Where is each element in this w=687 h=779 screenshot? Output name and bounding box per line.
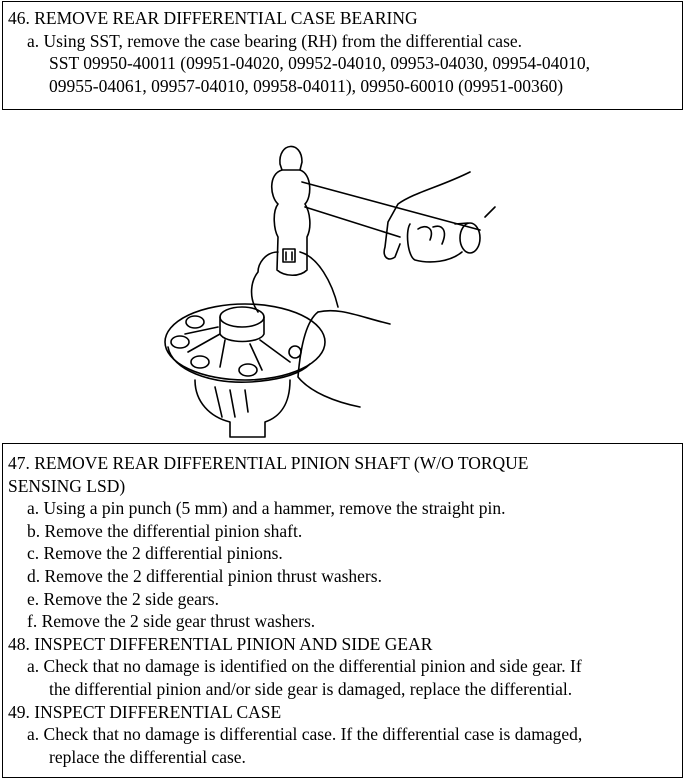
sst-line-2: 09955-04061, 09957-04010, 09958-04011), 09950-60010 (09951-00360) (49, 75, 564, 96)
hammer-pin-punch-illustration (150, 112, 500, 442)
step-48-a-line-1: a. Check that no damage is identified on the differential pinion and side gear. If (27, 656, 582, 677)
step-46-title: 46. REMOVE REAR DIFFERENTIAL CASE BEARING (8, 8, 418, 28)
step-49-a-line-2: replace the differential case. (49, 746, 246, 767)
step-47-item: c. Remove the 2 differential pinions. (27, 543, 283, 564)
step-47-item: e. Remove the 2 side gears. (27, 588, 219, 609)
step-47-title-line-1: 47. REMOVE REAR DIFFERENTIAL PINION SHAFT (W/O TORQUE (8, 453, 529, 473)
steps-47-49-box (2, 443, 683, 778)
step-48-title: 48. INSPECT DIFFERENTIAL PINION AND SIDE GEAR (8, 633, 433, 654)
step-48-a-line-2: the differential pinion and/or side gear is damaged, replace the differential. (49, 678, 573, 699)
step-46-a: a. Using SST, remove the case bearing (RH) from the differential case. (27, 30, 523, 51)
step-49-title: 49. INSPECT DIFFERENTIAL CASE (8, 701, 282, 722)
step-47-item: b. Remove the differential pinion shaft. (27, 520, 303, 541)
step-47-item: a. Using a pin punch (5 mm) and a hammer, remove the straight pin. (27, 498, 506, 519)
step-47-item: d. Remove the 2 differential pinion thrust washers. (27, 565, 382, 586)
sst-line-1: SST 09950-40011 (09951-04020, 09952-04010, 09953-04030, 09954-04010, (49, 53, 591, 74)
step-46-box (2, 1, 683, 110)
step-49-a-line-1: a. Check that no damage is differential case. If the differential case is damaged, (27, 724, 583, 745)
step-47-item: f. Remove the 2 side gear thrust washers. (27, 611, 316, 632)
step-47-title-line-2: SENSING LSD) (8, 475, 126, 496)
